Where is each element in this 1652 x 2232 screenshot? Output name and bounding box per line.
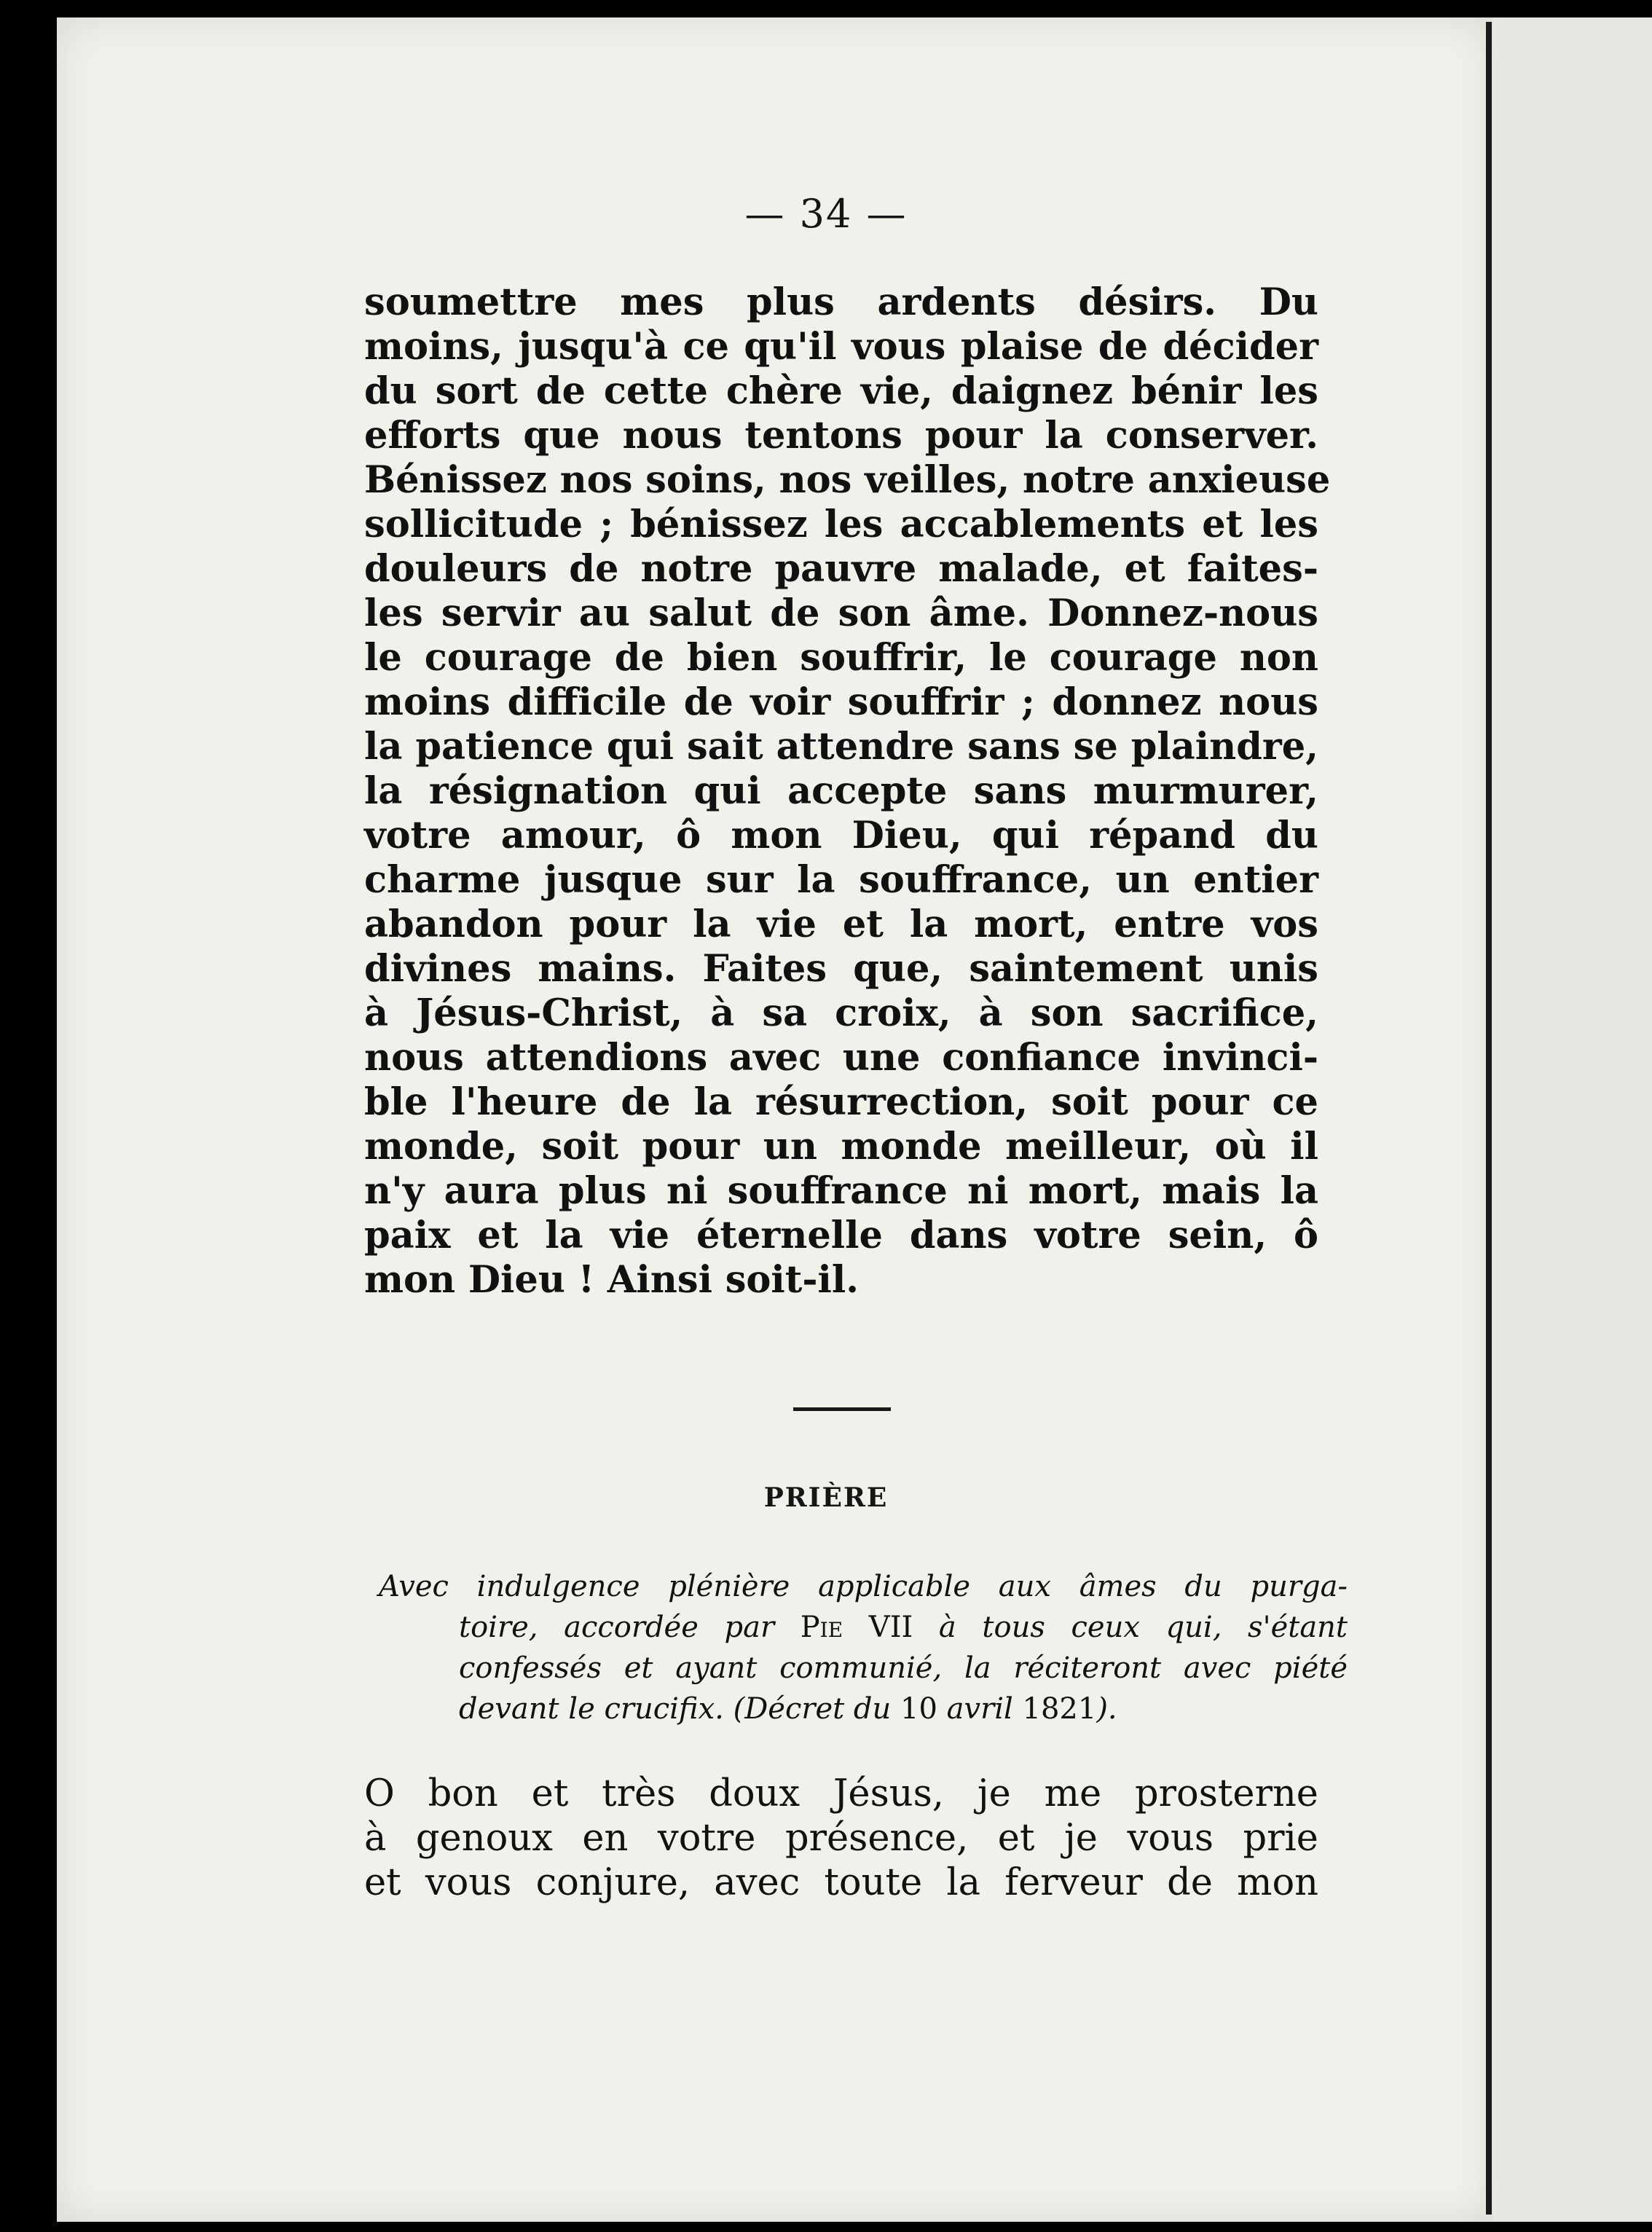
text-line: paix et la vie éternelle dans votre sein, ô xyxy=(364,1214,1318,1257)
adjacent-page-strip xyxy=(1493,17,1652,2222)
text-line: Bénissez nos soins, nos veilles, notre anxieuse xyxy=(364,458,1331,502)
indulgence-note xyxy=(379,1566,1348,1729)
closing-paragraph xyxy=(364,1772,1318,1905)
text-line: les servir au salut de son âme. Donnez-nous xyxy=(364,592,1318,635)
pope-name: Pie VII xyxy=(800,1611,913,1644)
text-line: moins, jusqu'à ce qu'il vous plaise de décider xyxy=(364,325,1318,369)
text-line: à Jésus-Christ, à sa croix, à son sacrifice, xyxy=(364,991,1318,1035)
note-text: ). xyxy=(1096,1692,1117,1726)
note-text: devant le crucifix. (Décret du xyxy=(459,1692,901,1726)
text-line: efforts que nous tentons pour la conserver. xyxy=(364,414,1318,457)
note-line xyxy=(379,1607,1348,1648)
text-line: divines mains. Faites que, saintement unis xyxy=(364,947,1318,991)
text-line: charme jusque sur la souffrance, un entier xyxy=(364,858,1318,902)
text-line: douleurs de notre pauvre malade, et faites- xyxy=(364,547,1318,591)
text-line: la résignation qui accepte sans murmurer, xyxy=(364,769,1318,813)
main-paragraph xyxy=(364,280,1331,1302)
text-line: monde, soit pour un monde meilleur, où il xyxy=(364,1125,1318,1168)
prayer-heading: PRIÈRE xyxy=(763,1482,889,1513)
text-line: votre amour, ô mon Dieu, qui répand du xyxy=(364,814,1318,857)
text-line: le courage de bien souffrir, le courage non xyxy=(364,636,1318,680)
note-text: avril xyxy=(937,1692,1023,1726)
text-line: ble l'heure de la résurrection, soit pour ce xyxy=(364,1080,1318,1124)
text-line: abandon pour la vie et la mort, entre vos xyxy=(364,903,1318,946)
text-line: n'y aura plus ni souffrance ni mort, mais la xyxy=(364,1169,1318,1213)
text-line: mon Dieu ! Ainsi soit-il. xyxy=(364,1258,860,1302)
text-line: nous attendions avec une confiance invinci- xyxy=(364,1036,1318,1080)
note-text: à tous ceux qui, s'étant xyxy=(913,1611,1348,1644)
text-line: du sort de cette chère vie, daignez bénir les xyxy=(364,369,1318,413)
decree-year: 1821 xyxy=(1022,1692,1097,1726)
note-text: toire, accordée par xyxy=(459,1611,801,1644)
text-line: sollicitude ; bénissez les accablements et les xyxy=(364,503,1318,546)
page-number: — 34 — xyxy=(744,191,908,237)
text-line: moins difficile de voir souffrir ; donnez nous xyxy=(364,680,1318,724)
note-line: Avec indulgence plénière applicable aux âmes du purga- xyxy=(379,1570,1348,1603)
decree-day: 10 xyxy=(900,1692,937,1726)
text-line: soumettre mes plus ardents désirs. Du xyxy=(364,280,1318,324)
note-line xyxy=(379,1689,1348,1729)
page-fold-edge xyxy=(1486,22,1492,2215)
text-line: et vous conjure, avec toute la ferveur de mon xyxy=(364,1861,1318,1904)
text-line: la patience qui sait attendre sans se plaindre, xyxy=(364,725,1318,769)
note-line: confessés et ayant communié, la réciteront avec piété xyxy=(459,1651,1348,1685)
section-divider xyxy=(793,1407,891,1411)
text-line: à genoux en votre présence, et je vous prie xyxy=(364,1817,1318,1860)
text-line: O bon et très doux Jésus, je me prosterne xyxy=(364,1772,1318,1815)
